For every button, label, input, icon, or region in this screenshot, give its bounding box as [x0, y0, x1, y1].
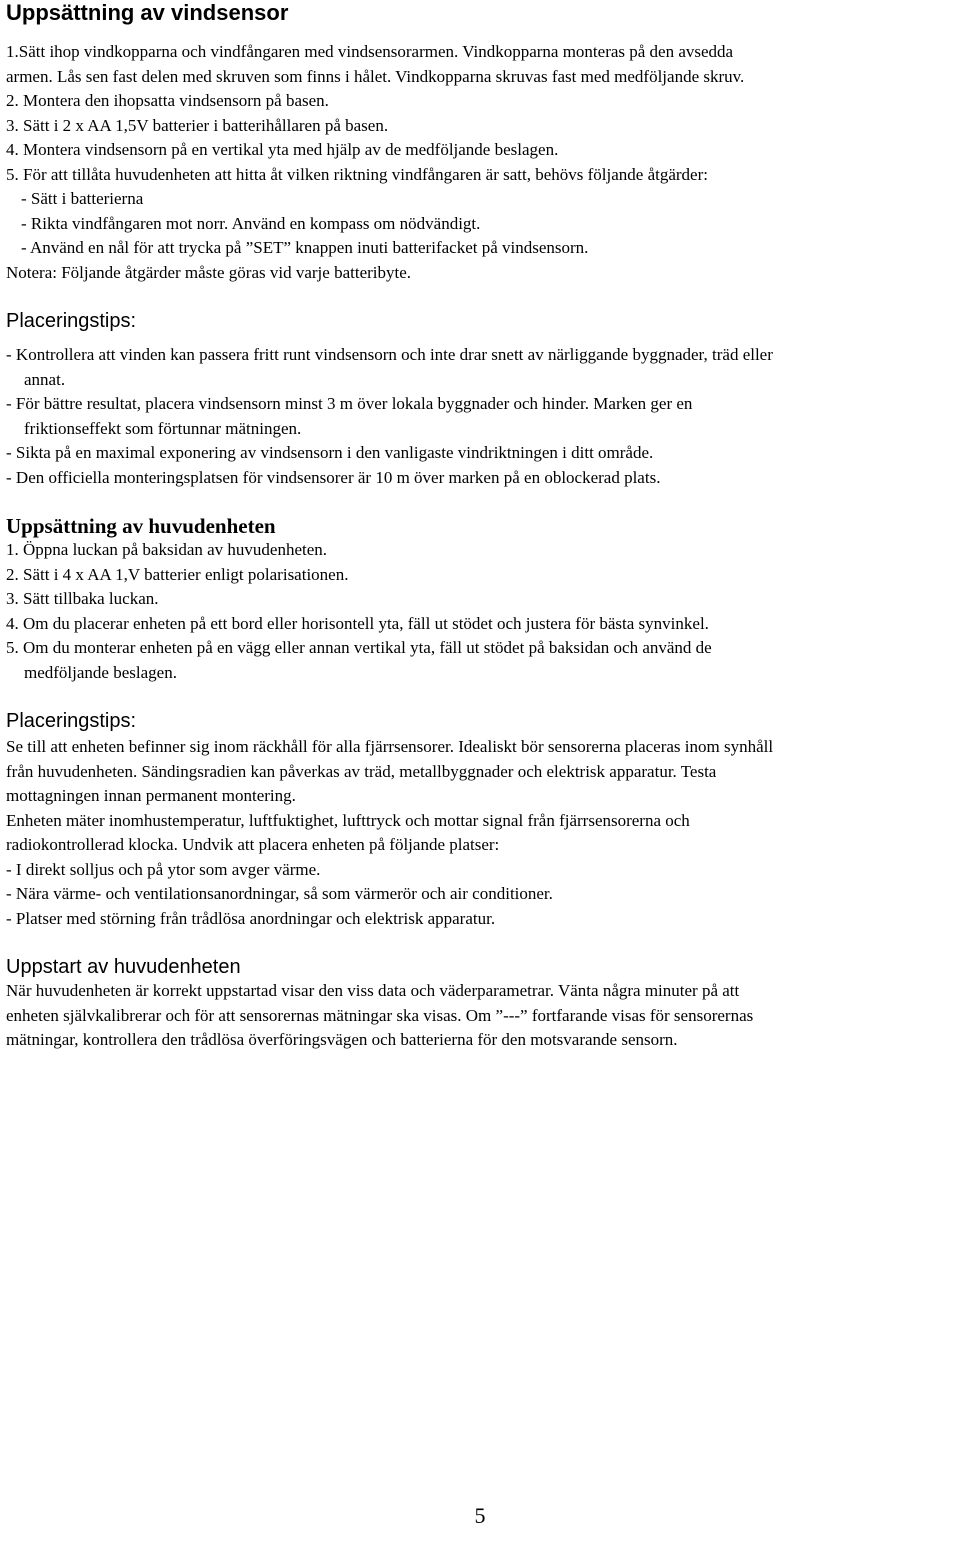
step-line: 1.Sätt ihop vindkopparna och vindfångaren med vindsensorarmen. Vindkopparna monteras på den avsedda	[6, 42, 734, 61]
wind-sensor-setup-steps	[6, 40, 958, 285]
step-line: 2. Sätt i 4 x AA 1,V batterier enligt polarisationen.	[6, 564, 349, 584]
step-sub-line: - Rikta vindfångaren mot norr. Använd en kompass om nödvändigt.	[21, 213, 481, 233]
heading-placement-tips-main-unit: Placeringstips:	[6, 710, 137, 732]
body-line: enheten självkalibrerar och för att sensorernas mätningar ska visas. Om ”---” fortfarande visas för sensorernas	[6, 1005, 754, 1025]
placement-tips-sensor-list	[6, 343, 958, 490]
placement-tips-main-unit-text	[6, 735, 958, 931]
tip-line: - Den officiella monteringsplatsen för vindsensorer är 10 m över marken på en oblockerad plats.	[6, 467, 661, 487]
step-line: 3. Sätt tillbaka luckan.	[6, 589, 159, 608]
step-line: 1. Öppna luckan på baksidan av huvudenheten.	[6, 540, 328, 559]
body-line: - I direkt solljus och på ytor som avger värme.	[6, 859, 321, 879]
heading-main-unit-startup: Uppstart av huvudenheten	[6, 956, 241, 978]
heading-wind-sensor-setup: Uppsättning av vindsensor	[6, 0, 289, 25]
body-line: - Platser med störning från trådlösa anordningar och elektrisk apparatur.	[6, 908, 496, 928]
heading-placement-tips-sensor: Placeringstips:	[6, 310, 137, 332]
step-sub-line: - Använd en nål för att trycka på ”SET” knappen inuti batterifacket på vindsensorn.	[21, 238, 589, 257]
tip-line-continued: annat.	[24, 369, 66, 389]
tip-line-continued: friktionseffekt som förtunnar mätningen.	[24, 418, 302, 438]
tip-line: - För bättre resultat, placera vindsensorn minst 3 m över lokala byggnader och hinder. Marken ger en	[6, 394, 693, 413]
step-line-continued: medföljande beslagen.	[24, 662, 177, 682]
main-unit-setup-steps	[6, 538, 958, 685]
main-unit-startup-text	[6, 979, 958, 1053]
step-line: 5. För att tillåta huvudenheten att hitta åt vilken riktning vindfångaren är satt, behövs följande åtgärder:	[6, 164, 708, 184]
step-sub-line: - Sätt i batterierna	[21, 189, 144, 208]
body-line: radiokontrollerad klocka. Undvik att placera enheten på följande platser:	[6, 835, 500, 854]
step-line: 5. Om du monterar enheten på en vägg eller annan vertikal yta, fäll ut stödet på baksidan och använd de	[6, 638, 712, 657]
body-line: Se till att enheten befinner sig inom räckhåll för alla fjärrsensorer. Idealiskt bör sensorerna placeras inom synhåll	[6, 737, 774, 756]
note-line: Notera: Följande åtgärder måste göras vid varje batteribyte.	[6, 262, 412, 282]
step-line: 4. Om du placerar enheten på ett bord eller horisontell yta, fäll ut stödet och justera för bästa synvinkel.	[6, 613, 709, 633]
document-page	[6, 0, 958, 1053]
heading-main-unit-setup: Uppsättning av huvudenheten	[6, 514, 276, 538]
step-line: 4. Montera vindsensorn på en vertikal yta med hjälp av de medföljande beslagen.	[6, 140, 559, 159]
body-line: Enheten mäter inomhustemperatur, luftfuktighet, lufttryck och mottar signal från fjärrsensorerna och	[6, 810, 690, 830]
body-line: mottagningen innan permanent montering.	[6, 786, 296, 805]
step-line: 2. Montera den ihopsatta vindsensorn på basen.	[6, 91, 329, 110]
body-line: mätningar, kontrollera den trådlösa överföringsvägen och batterierna för den motsvarande sensorn.	[6, 1030, 678, 1049]
body-line: När huvudenheten är korrekt uppstartad visar den viss data och väderparametrar. Vänta några minuter på att	[6, 981, 740, 1000]
step-line: 3. Sätt i 2 x AA 1,5V batterier i batterihållaren på basen.	[6, 115, 389, 135]
tip-line: - Kontrollera att vinden kan passera fritt runt vindsensorn och inte drar snett av närliggande byggnader, träd eller	[6, 345, 773, 364]
body-line: från huvudenheten. Sändingsradien kan påverkas av träd, metallbyggnader och elektrisk apparatur. Testa	[6, 761, 717, 781]
page-number: 5	[474, 1503, 486, 1528]
step-line: armen. Lås sen fast delen med skruven som finns i hålet. Vindkopparna skruvas fast med medföljande skruv.	[6, 66, 745, 86]
tip-line: - Sikta på en maximal exponering av vindsensorn i den vanligaste vindriktningen i ditt område.	[6, 443, 654, 462]
body-line: - Nära värme- och ventilationsanordningar, så som värmerör och air conditioner.	[6, 884, 553, 903]
